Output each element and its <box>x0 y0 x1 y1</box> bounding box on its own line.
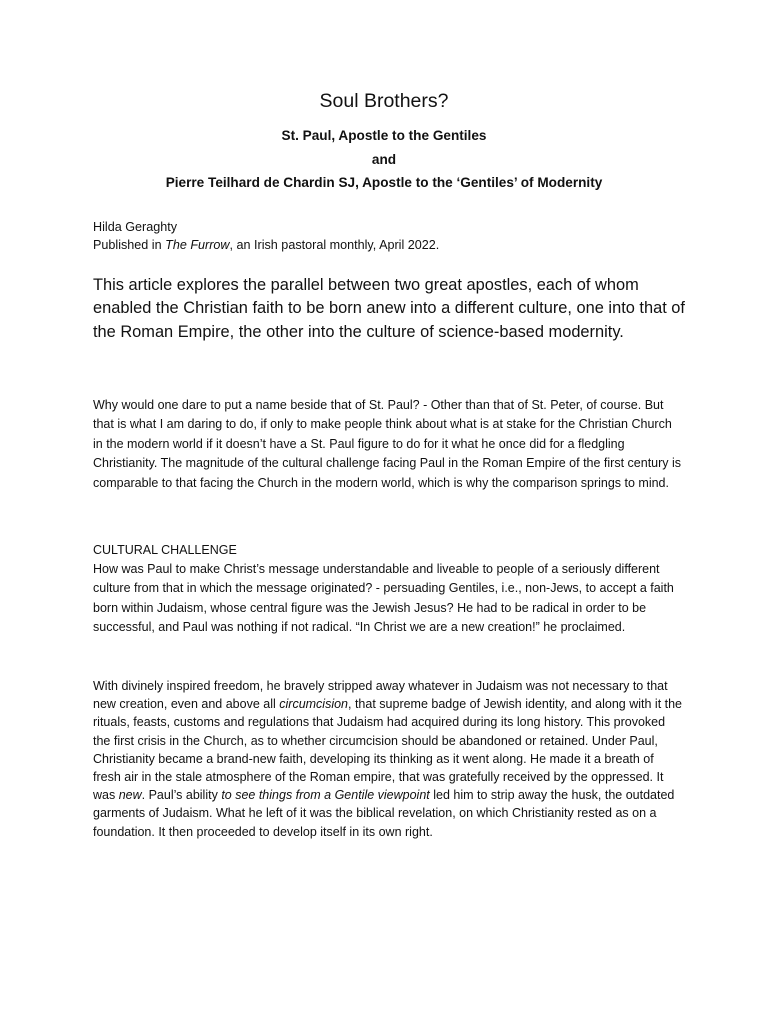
journal-name: The Furrow <box>165 238 230 252</box>
p3-text-2: , that supreme badge of Jewish identity, and along with it the rituals, feasts, customs and regulations that Judaism had acquired during its long history. This provoked the first crisis in the Church, as to whether circumcision should be abandoned or retained. Under Paul, Christianity became a brand-new faith, developing its thinking as it went along. He made it a breath of fresh air in the stale atmosphere of the Roman empire, that was gratefully received by the oppressed. It was <box>93 697 683 803</box>
p3-text-3: . Paul’s ability <box>141 788 222 803</box>
lead-paragraph: This article explores the parallel between two great apostles, each of whom enabled the Christian faith to be born anew into a different culture, one into that of the Roman Empire, the other into the culture of science-based modernity. <box>93 276 685 341</box>
p3-emphasis-circumcision: circumcision <box>279 697 349 712</box>
p3-emphasis-viewpoint: to see things from a Gentile viewpoint <box>221 788 430 803</box>
paragraph-cultural-challenge: How was Paul to make Christ’s message understandable and liveable to people of a seriously different culture from that in which the message originated? - persuading Gentiles, i.e., non-Jews, to accept a faith born within Judaism, whose central figure was the Jewish Jesus? He had to be radical in order to be successful, and Paul was nothing if not radical. “In Christ we are a new creation!” he proclaimed. <box>93 562 674 635</box>
section-heading: CULTURAL CHALLENGE <box>93 543 237 557</box>
paragraph-divine-freedom <box>93 677 683 841</box>
publication-prefix: Published in <box>93 238 166 252</box>
author-name: Hilda Geraghty <box>93 220 177 234</box>
p3-emphasis-new: new <box>118 788 142 803</box>
publication-line <box>93 236 693 254</box>
paragraph-intro: Why would one dare to put a name beside that of St. Paul? - Other than that of St. Peter, of course. But that is what I am daring to do, if only to make people think about what is at stake for the Christian Church in the modern world if it doesn’t have a St. Paul figure to do for it what he once did for a fledgling Christianity. The magnitude of the cultural challenge facing Paul in the Roman Empire of the first century is comparable to that facing the Church in the modern world, which is why the comparison springs to mind. <box>93 398 682 490</box>
byline <box>93 218 693 254</box>
p3-text-4: led him to strip away the husk, the outdated garments of Judaism. What he left of it was the biblical revelation, on which Christianity rested as on a foundation. It then proceeded to develop itself in its own right. <box>93 788 675 839</box>
subtitle-line-2: and <box>371 152 397 167</box>
document-title: Soul Brothers? <box>319 90 449 112</box>
p3-text-1: With divinely inspired freedom, he bravely stripped away whatever in Judaism was not necessary to that new creation, even and above all <box>93 679 668 712</box>
subtitle-line-3: Pierre Teilhard de Chardin SJ, Apostle to the ‘Gentiles’ of Modernity <box>165 175 603 190</box>
subtitle-line-1: St. Paul, Apostle to the Gentiles <box>281 128 487 143</box>
publication-suffix: , an Irish pastoral monthly, April 2022. <box>229 238 440 252</box>
